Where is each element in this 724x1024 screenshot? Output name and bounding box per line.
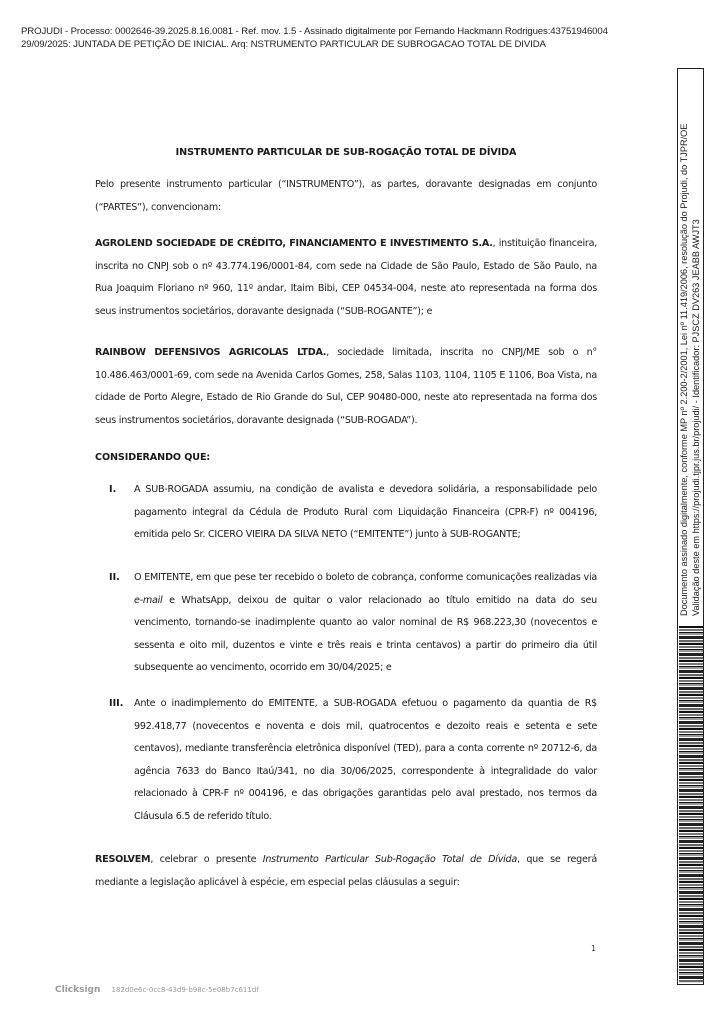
- recital-number: III.: [109, 698, 124, 709]
- recital-text: A SUB-ROGADA assumiu, na condição de avalista e devedora solidária, a responsabilidade pelo pagamento integral da Cédula de Produto Rural com Liquidação Financeira (CPR-F) nº 004196, emitida pelo Sr. CICERO VIEIRA DA SILVA NETO (“EMITENTE”) junto à SUB-ROGANTE;: [134, 484, 597, 540]
- considerando-heading: CONSIDERANDO QUE:: [95, 452, 211, 463]
- intro-paragraph: Pelo presente instrumento particular (“INSTRUMENTO”), as partes, doravante designadas em conjunto (“PARTES”), convencionam:: [95, 179, 597, 213]
- stamp-line-1: Documento assinado digitalmente, conforme MP nº 2.200-2/2001, Lei nº 11.419/2006, resolução do Projudi, do TJPR/OE: [679, 123, 689, 616]
- recital-number: II.: [109, 572, 120, 583]
- resolvem-paragraph: [95, 849, 597, 894]
- barcode-icon: [679, 626, 703, 983]
- clicksign-hash: 182d0e6c-0cc8-43d9-b98c-5e08b7c611df: [111, 986, 259, 994]
- recital-text-italic: e-mail: [134, 594, 163, 606]
- party-1-text: , instituição financeira, inscrita no CNPJ sob o nº 43.774.196/0001-84, com sede na Cidade de São Paulo, Estado de São Paulo, na Rua Joaquim Floriano nº 960, 11º andar, Itaim Bibi, CEP 04534-004, neste ato representada na forma dos seus instrumentos societários, doravante designada (“SUB-ROGANTE”); e: [95, 238, 597, 317]
- resolvem-text: , celebrar o presente: [150, 854, 263, 865]
- party-2-text: , sociedade limitada, inscrita no CNPJ/ME sob o n° 10.486.463/0001-69, com sede na Avenida Carlos Gomes, 258, Salas 1103, 1104, 1105 E 1106, Boa Vista, na cidade de Porto Alegre, Estado de Rio Grande do Sul, CEP 90480-000, neste ato representada na forma dos seus instrumentos societários, doravante designada (“SUB-ROGADA”).: [95, 347, 597, 426]
- projudi-header: [21, 25, 608, 51]
- recital-text: [134, 567, 597, 680]
- clicksign-logo: Clicksign: [55, 985, 101, 995]
- resolvem-text: , que se regerá mediante a legislação aplicável à espécie, em especial pelas cláusulas a seguir:: [95, 854, 598, 888]
- header-line-2: 29/09/2025: JUNTADA DE PETIÇÃO DE INICIAL. Arq: NSTRUMENTO PARTICULAR DE SUBROGACAO TOTAL DE DIVIDA: [21, 39, 546, 50]
- document-title: INSTRUMENTO PARTICULAR DE SUB-ROGAÇÃO TOTAL DE DÍVIDA: [175, 147, 517, 158]
- recital-text-part: e WhatsApp, deixou de quitar o valor relacionado ao título emitido na data do seu vencimento, tornando-se inadimplente quanto ao valor nominal de R$ 968.223,30 (novecentos e sessenta e oito mil, duzentos e vinte e três reais e trinta centavos) a partir do primeiro dia útil subsequente ao vencimento, ocorrido em 30/04/2025; e: [134, 594, 597, 673]
- party-2-name: RAINBOW DEFENSIVOS AGRICOLAS LTDA.: [95, 347, 327, 358]
- recital-number: I.: [109, 484, 117, 495]
- party-sub-rogada: [95, 342, 597, 432]
- header-line-1: PROJUDI - Processo: 0002646-39.2025.8.16.0081 - Ref. mov. 1.5 - Assinado digitalmente por Fernando Hackmann Rodrigues:43751946004: [21, 26, 608, 37]
- stamp-line-2: Validação deste em https://projudi.tjpr.jus.br/projudi/ - Identificador: PJSCZ DV263 JEABB AWJT3: [691, 219, 701, 616]
- clicksign-footer: [55, 977, 259, 996]
- resolvem-italic: Instrumento Particular Sub-Rogação Total de Dívida: [262, 854, 518, 865]
- signature-stamp-text: [678, 76, 702, 616]
- recital-text-part: O EMITENTE, em que pese ter recebido o boleto de cobrança, conforme comunicações realizadas via: [134, 572, 597, 583]
- party-sub-rogante: [95, 233, 597, 323]
- page-number: 1: [591, 944, 597, 953]
- recital-text: Ante o inadimplemento do EMITENTE, a SUB-ROGADA efetuou o pagamento da quantia de R$ 992.418,77 (novecentos e noventa e dois mil, quatrocentos e dezoito reais e setenta e sete centavos), mediante transferência eletrônica disponível (TED), para a conta corrente nº 20712-6, da agência 7633 do Banco Itaú/341, no dia 30/06/2025, correspondente à integralidade do valor relacionado à CPR-F nº 004196, e das obrigações garantidas pelo aval prestado, nos termos da Cláusula 6.5 de referido título.: [134, 698, 597, 822]
- party-1-name: AGROLEND SOCIEDADE DE CRÉDITO, FINANCIAMENTO E INVESTIMENTO S.A.: [95, 238, 493, 249]
- resolvem-bold: RESOLVEM: [95, 854, 151, 865]
